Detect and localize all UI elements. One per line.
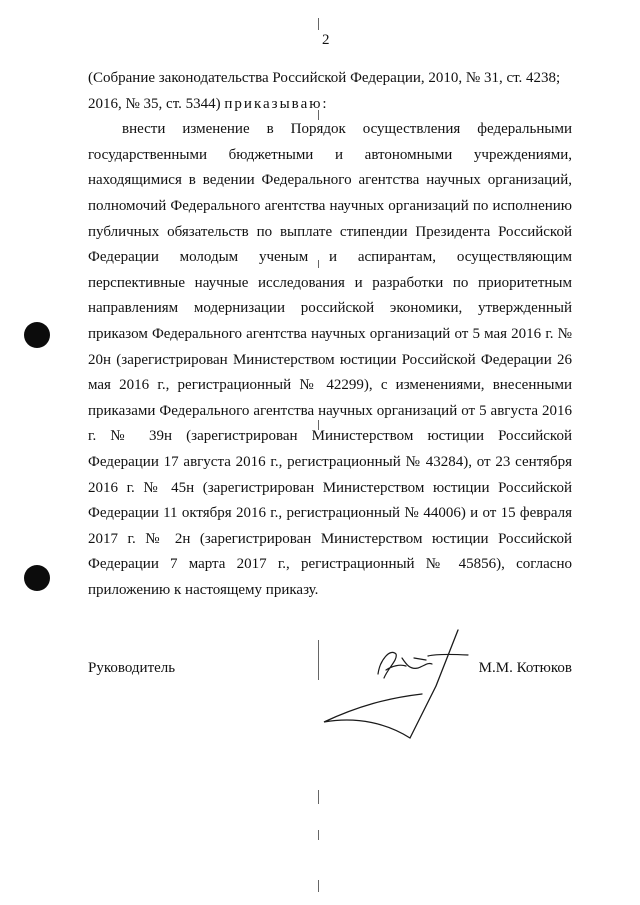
fold-mark <box>318 880 319 892</box>
punch-hole <box>24 565 50 591</box>
intro-line-2 <box>88 92 572 118</box>
fold-mark <box>318 790 319 804</box>
signatory-name: М.М. Котюков <box>478 660 572 676</box>
intro-line-1: (Собрание законодательства Российской Федерации, 2010, № 31, ст. 4238; <box>88 70 561 86</box>
fold-mark <box>318 18 319 30</box>
signature-scribble <box>318 628 478 748</box>
order-verb: приказываю: <box>224 95 329 112</box>
signatory-role: Руководитель <box>88 660 176 676</box>
page-number: 2 <box>322 32 330 48</box>
punch-hole <box>24 322 50 348</box>
fold-mark <box>318 830 319 840</box>
intro-line-2-text: 2016, № 35, ст. 5344) <box>88 95 221 112</box>
main-paragraph: внести изменение в Порядок осуществления федеральными государственными бюджетными и автономными учреждениями, находящимися в ведении Федерального агентства научных организаций, полномочий Федерального агентства научных организаций по исполнению публичных обязательств по выплате стипендии Президента Российской Федерации молодым ученым и аспирантам, осуществляющим перспективные научные исследования и разработки по приоритетным направлениям модернизации российской экономики, утвержденный приказом Федерального агентства научных организаций от 5 мая 2016 г. № 20н (зарегистрирован Министерством юстиции Российской Федерации 26 мая 2016 г., регистрационный № 42299), с изменениями, внесенными приказами Федерального агентства научных организаций от 5 августа 2016 г. № 39н (зарегистрирован Министерством юстиции Российской Федерации 17 августа 2016 г., регистрационный № 43284), от 23 сентября 2016 г. № 45н (зарегистрирован Министерством юстиции Российской Федерации 11 октября 2016 г., регистрационный № 44006) и от 15 февраля 2017 г. № 2н (зарегистрирован Министерством юстиции Российской Федерации 7 марта 2017 г., регистрационный № 45856), согласно приложению к настоящему приказу. <box>88 121 572 598</box>
document-body <box>88 66 572 603</box>
